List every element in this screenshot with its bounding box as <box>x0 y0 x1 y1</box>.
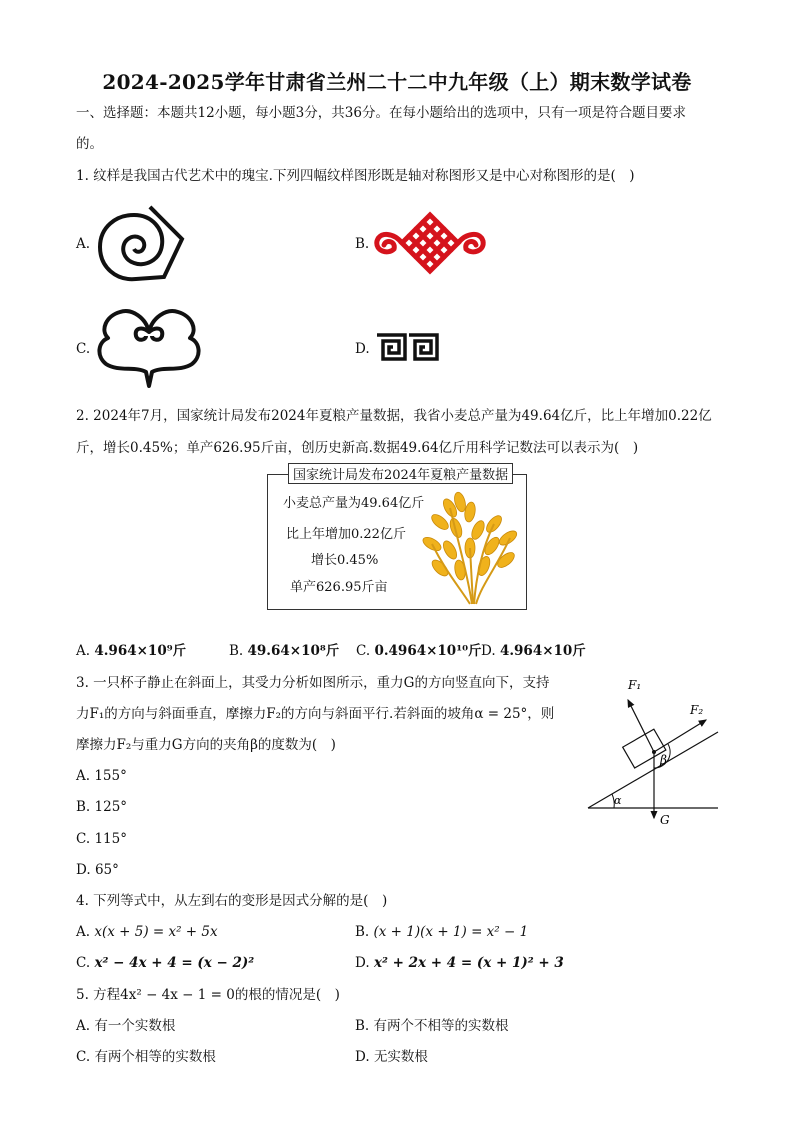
q5-option-b-text: 有两个不相等的实数根 <box>373 1018 509 1034</box>
q2-figure-line3: 增长0.45% <box>311 553 379 568</box>
q5-option-d-label: D. <box>355 1049 370 1065</box>
q5-option-c <box>76 1047 216 1067</box>
q3-option-a-text: 155° <box>94 768 127 784</box>
q2-figure-line1: 小麦总产量为49.64亿斤 <box>283 496 425 511</box>
section-instructions-line1: 一、选择题：本题共12小题，每小题3分，共36分。在每小题给出的选项中，只有一项是符合题目要求 <box>76 105 686 121</box>
q4-option-c-label: C. <box>76 955 91 971</box>
q3-option-a <box>76 766 127 786</box>
q5-option-a-label: A. <box>76 1018 91 1034</box>
q3-option-a-label: A. <box>76 768 91 784</box>
f2-label: F₂ <box>690 703 704 717</box>
q2-stem-line2: 斤，增长0.45%；单产626.95斤亩，创历史新高.数据49.64亿斤用科学记数法可以表示为( ) <box>76 440 639 456</box>
q2-option-a <box>76 641 186 661</box>
q5-option-d <box>355 1047 428 1067</box>
q2-figure-caption: 国家统计局发布2024年夏粮产量数据 <box>288 463 513 484</box>
q4-option-b <box>355 922 528 942</box>
q2-option-c-label: C. <box>356 643 371 659</box>
q2-option-d-text: 4.964×10斤 <box>499 643 586 659</box>
q5-option-d-text: 无实数根 <box>373 1049 428 1065</box>
alpha-label: α <box>614 794 622 807</box>
q4-option-d-label: D. <box>355 955 370 971</box>
spiral-cloud-pattern-icon <box>94 203 186 285</box>
q4-option-b-label: B. <box>355 924 370 940</box>
q5-stem: 5. 方程4x² − 4x − 1 = 0的根的情况是( ) <box>76 987 340 1003</box>
q1-option-b-label: B. <box>355 236 370 252</box>
q3-option-b-text: 125° <box>94 799 128 815</box>
q3-option-c-text: 115° <box>94 831 127 847</box>
section-instructions-line2: 的。 <box>76 136 103 152</box>
q1-option-a-label: A. <box>76 236 91 252</box>
q2-option-d-label: D. <box>481 643 496 659</box>
force-diagram <box>584 672 724 832</box>
q4-option-d-text: x² + 2x + 4 = (x + 1)² + 3 <box>373 955 564 971</box>
q4-option-a-text: x(x + 5) = x² + 5x <box>94 924 218 940</box>
q2-figure-line4: 单产626.95斤亩 <box>290 580 388 595</box>
q5-option-c-text: 有两个相等的实数根 <box>94 1049 216 1065</box>
q2-option-c <box>356 641 482 661</box>
q5-option-c-label: C. <box>76 1049 91 1065</box>
q3-option-d <box>76 860 119 880</box>
q5-option-a <box>76 1016 175 1036</box>
q4-option-c-text: x² − 4x + 4 = (x − 2)² <box>94 955 255 971</box>
q2-option-d <box>481 641 586 661</box>
q2-option-b-text: 49.64×10⁸斤 <box>247 643 340 659</box>
q5-option-b-label: B. <box>355 1018 370 1034</box>
q2-stem-line1: 2. 2024年7月，国家统计局发布2024年夏粮产量数据，我省小麦总产量为49.64亿斤，比上年增加0.22亿 <box>76 408 712 424</box>
q3-option-b <box>76 797 127 817</box>
q1-option-c-label: C. <box>76 341 91 357</box>
q5-option-b <box>355 1016 509 1036</box>
q1-option-d-label: D. <box>355 341 370 357</box>
q3-option-d-label: D. <box>76 862 91 878</box>
q3-option-c-label: C. <box>76 831 91 847</box>
beta-label: β <box>660 753 667 767</box>
q3-option-d-text: 65° <box>94 862 119 878</box>
ruyi-cloud-pattern-icon <box>94 304 204 388</box>
q3-stem-line1: 3. 一只杯子静止在斜面上，其受力分析如图所示，重力G的方向竖直向下，支持 <box>76 675 550 691</box>
fret-meander-pattern-icon <box>375 333 439 361</box>
q5-option-a-text: 有一个实数根 <box>94 1018 176 1034</box>
chinese-knot-pattern-icon <box>372 209 488 277</box>
q2-option-a-label: A. <box>76 643 91 659</box>
q1-stem: 1. 纹样是我国古代艺术中的瑰宝.下列四幅纹样图形既是轴对称图形又是中心对称图形的是( ) <box>76 168 635 184</box>
q4-option-b-text: (x + 1)(x + 1) = x² − 1 <box>373 924 529 940</box>
g-label: G <box>660 813 670 827</box>
q3-option-c <box>76 829 127 849</box>
q2-option-c-text: 0.4964×10¹⁰斤 <box>374 643 482 659</box>
page-title: 2024-2025学年甘肃省兰州二十二中九年级（上）期末数学试卷 <box>102 70 692 94</box>
q2-option-b-label: B. <box>229 643 244 659</box>
f1-label: F₁ <box>628 678 642 692</box>
wheat-ears-illustration-icon <box>410 488 526 606</box>
q4-stem: 4. 下列等式中，从左到右的变形是因式分解的是( ) <box>76 893 388 909</box>
q4-option-c <box>76 953 254 973</box>
q2-figure-line2: 比上年增加0.22亿斤 <box>286 527 406 542</box>
q2-option-b <box>229 641 339 661</box>
q2-option-a-text: 4.964×10⁹斤 <box>94 643 187 659</box>
q4-option-d <box>355 953 564 973</box>
q3-stem-line3: 摩擦力F₂与重力G方向的夹角β的度数为( ) <box>76 737 336 753</box>
q3-stem-line2: 力F₁的方向与斜面垂直，摩擦力F₂的方向与斜面平行.若斜面的坡角α = 25°，则 <box>76 706 555 722</box>
q4-option-a <box>76 922 218 942</box>
q3-option-b-label: B. <box>76 799 91 815</box>
q4-option-a-label: A. <box>76 924 91 940</box>
